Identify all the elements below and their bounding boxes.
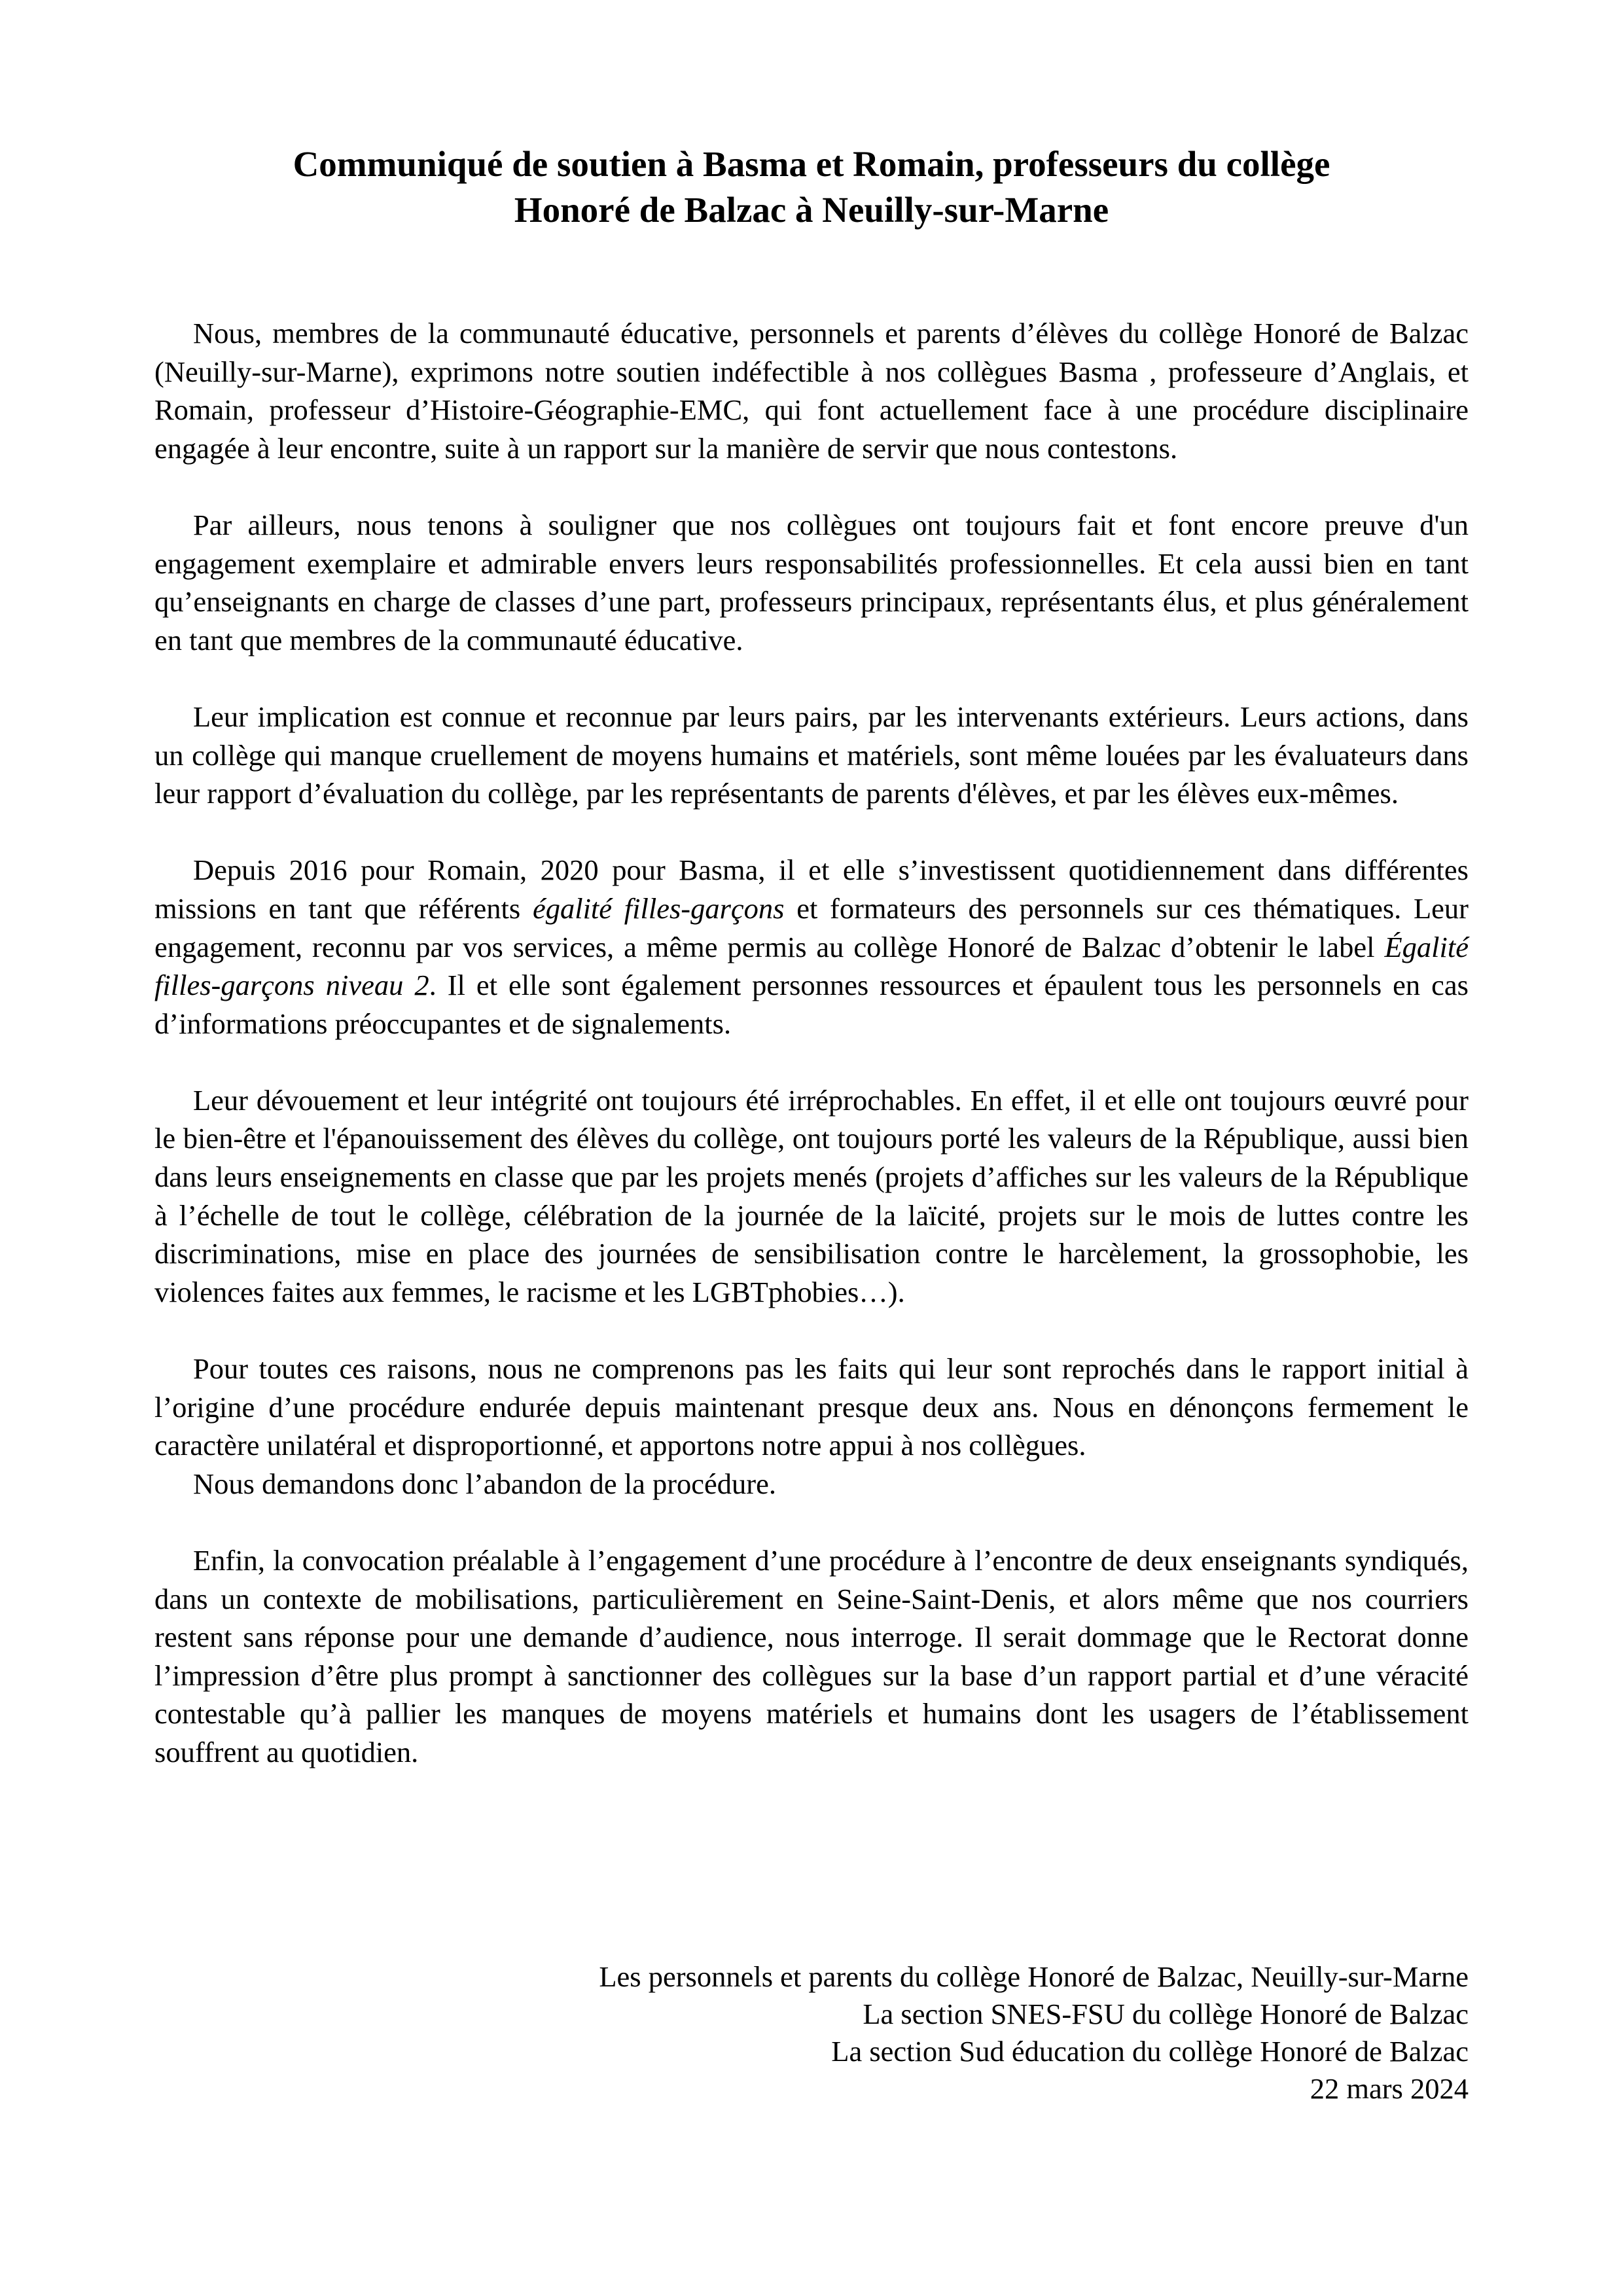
- paragraph-support: Nous, membres de la communauté éducative, personnels et parents d’élèves du collège Honoré de Balzac (Neuilly-sur-Marne), exprimons notre soutien indéfectible à nos collègues Basma , professeure d’Anglais, et Romain, professeur d’Histoire-Géographie-EMC, qui font actuellement face à une procédure disciplinaire engagée à leur encontre, suite à un rapport sur la manière de servir que nous contestons.: [154, 317, 1469, 465]
- signature-line: La section Sud éducation du collège Honoré de Balzac: [831, 2035, 1469, 2068]
- document-title: [154, 141, 1469, 233]
- title-line-2: Honoré de Balzac à Neuilly-sur-Marne: [514, 190, 1109, 230]
- paragraph-commitment: Par ailleurs, nous tenons à souligner que nos collègues ont toujours fait et font encore preuve d'un engagement exemplaire et admirable envers leurs responsabilités professionnelles. Et cela aussi bien en tant qu’enseignants en charge de classes d’une part, professeurs principaux, représentants élus, et plus généralement en tant que membres de la communauté éducative.: [154, 508, 1469, 656]
- title-line-1: Communiqué de soutien à Basma et Romain, professeurs du collège: [293, 144, 1330, 184]
- document-body: [154, 314, 1469, 1810]
- paragraph-missions-text-3: . Il et elle sont également personnes ressources et épaulent tous les personnels en cas d’informations préoccupantes et de signalements.: [154, 969, 1469, 1040]
- signature-line: Les personnels et parents du collège Honoré de Balzac, Neuilly-sur-Marne: [599, 1960, 1469, 1993]
- paragraph-demand: Nous demandons donc l’abandon de la procédure.: [193, 1467, 776, 1500]
- paragraph-reasons: Pour toutes ces raisons, nous ne comprenons pas les faits qui leur sont reprochés dans le rapport initial à l’origine d’une procédure endurée depuis maintenant presque deux ans. Nous en dénonçons fermement le caractère unilatéral et disproportionné, et apportons notre appui à nos collègues.: [154, 1352, 1469, 1462]
- paragraph-missions-text-2: et formateurs des personnels sur ces thématiques. Leur engagement, reconnu par vos services, a même permis au collège Honoré de Balzac d’obtenir le label: [154, 891, 1469, 963]
- document-date: 22 mars 2024: [1310, 2072, 1469, 2105]
- paragraph-missions-emphasis-1: égalité filles-garçons: [532, 891, 785, 925]
- paragraph-convocation: Enfin, la convocation préalable à l’engagement d’une procédure à l’encontre de deux enseignants syndiqués, dans un contexte de mobilisations, particulièrement en Seine-Saint-Denis, et alors même que nos courriers restent sans réponse pour une demande d’audience, nous interroge. Il serait dommage que le Rectorat donne l’impression d’être plus prompt à sanctionner des collègues sur la base d’un rapport partial et d’une véracité contestable qu’à pallier les manques de moyens matériels et humains dont les usagers de l’établissement souffrent au quotidien.: [154, 1544, 1469, 1768]
- paragraph-missions-text-1: Depuis 2016 pour Romain, 2020 pour Basma, il et elle s’investissent quotidiennement dans différentes missions en tant que référents: [154, 853, 1469, 925]
- paragraph-missions-emphasis-2: Égalité filles-garçons niveau 2: [154, 930, 1469, 1002]
- signature-line: La section SNES-FSU du collège Honoré de Balzac: [863, 1998, 1469, 2030]
- signature-block: [154, 1958, 1469, 2108]
- paragraph-integrity: Leur dévouement et leur intégrité ont toujours été irréprochables. En effet, il et elle ont toujours œuvré pour le bien-être et l'épanouissement des élèves du collège, ont toujours porté les valeurs de la République, aussi bien dans leurs enseignements en classe que par les projets menés (projets d’affiches sur les valeurs de la République à l’échelle de tout le collège, célébration de la journée de la laïcité, projets sur le mois de luttes contre les discriminations, mise en place des journées de sensibilisation contre le harcèlement, la grossophobie, les violences faites aux femmes, le racisme et les LGBTphobies…).: [154, 1083, 1469, 1308]
- paragraph-involvement: Leur implication est connue et reconnue par leurs pairs, par les intervenants extérieurs. Leurs actions, dans un collège qui manque cruellement de moyens humains et matériels, sont même louées par les évaluateurs dans leur rapport d’évaluation du collège, par les représentants de parents d'élèves, et par les élèves eux-mêmes.: [154, 700, 1469, 810]
- paragraph-missions: [154, 851, 1469, 1043]
